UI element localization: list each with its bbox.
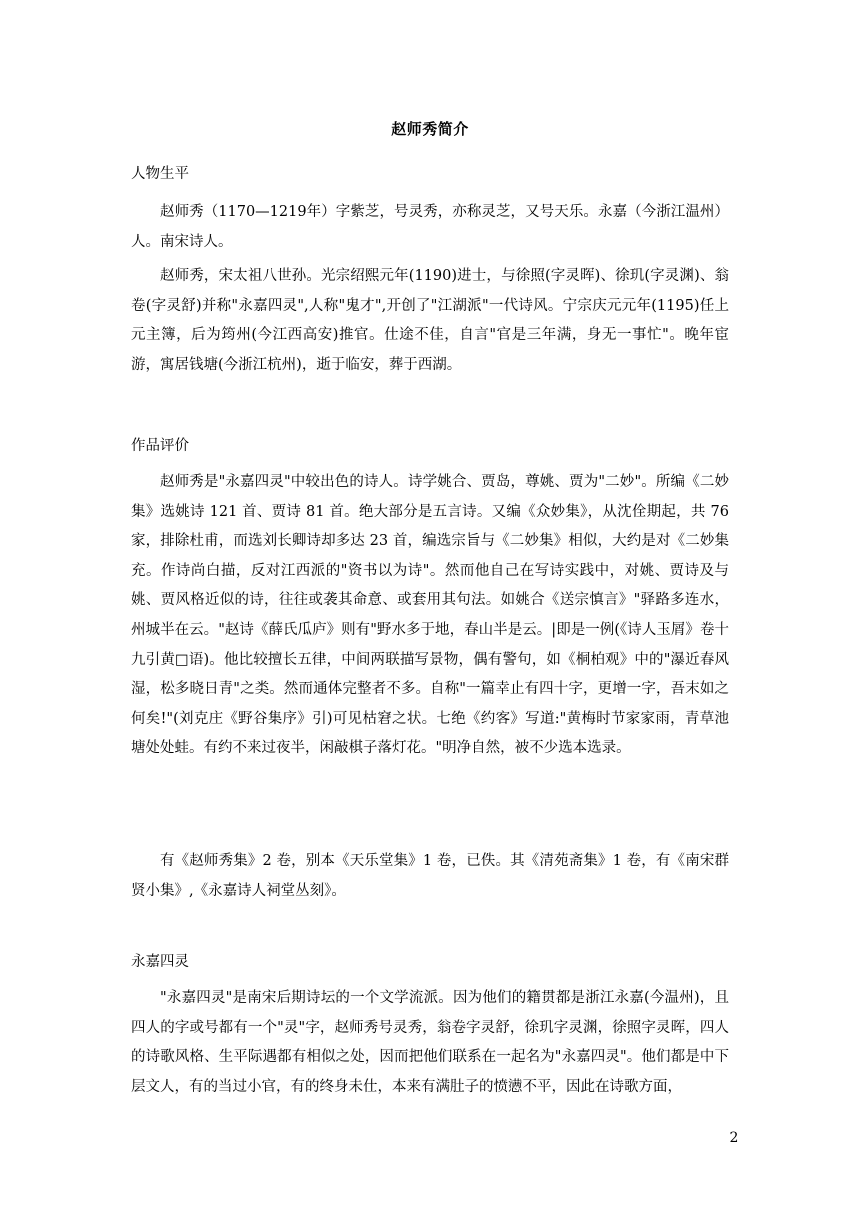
document-title: 赵师秀简介 — [391, 120, 469, 138]
paragraph: 赵师秀（1170—1219年）字紫芝，号灵秀，亦称灵芝，又号天乐。永嘉（今浙江温州）人。南宋诗人。 — [131, 204, 729, 250]
section-heading-four-ling: 永嘉四灵 — [131, 954, 189, 970]
page-number: 2 — [729, 1130, 739, 1146]
paragraph: 赵师秀，宋太祖八世孙。光宗绍熙元年(1190)进士，与徐照(字灵晖)、徐玑(字灵渊)、翁卷(字灵舒)并称"永嘉四灵",人称"鬼才",开创了"江湖派"一代诗风。宁宗庆元元年(1195)任上元主簿，后为筠州(今江西高安)推官。仕途不佳，自言"官是三年满，身无一事忙"。晚年宦游，寓居钱塘(今浙江杭州)，逝于临安，葬于西湖。 — [131, 268, 729, 373]
paragraph: 赵师秀是"永嘉四灵"中较出色的诗人。诗学姚合、贾岛，尊姚、贾为"二妙"。所编《二妙集》选姚诗 121 首、贾诗 81 首。绝大部分是五言诗。又编《众妙集》，从沈佺期起，共 76 家，排除杜甫，而选刘长卿诗却多达 23 首，编选宗旨与《二妙集》相似，大约是对《二妙集充。作诗尚白描，反对江西派的"资书以为诗"。然而他自己在写诗实践中，对姚、贾诗及与姚、贾风格近似的诗，往往或袭其命意、或套用其句法。如姚合《送宗慎言》"驿路多连水，州城半在云。"赵诗《薛氏瓜庐》则有"野水多于地，春山半是云。|即是一例(《诗人玉屑》卷十九引黄□语)。他比较擅长五律，中间两联描写景物，偶有警句，如《桐柏观》中的"瀑近春风湿，松多晓日青"之类。然而通体完整者不多。自称"一篇幸止有四十字，更增一字，吾末如之何矣!"(刘克庄《野谷集序》引)可见枯窘之状。七绝《约客》写道:"黄梅时节家家雨，青草池塘处处蛙。有约不来过夜半，闲敲棋子落灯花。"明净自然，被不少选本选录。 — [131, 474, 729, 757]
section-heading-life: 人物生平 — [131, 166, 189, 182]
paragraph: 有《赵师秀集》2 卷，别本《天乐堂集》1 卷，已佚。其《清苑斋集》1 卷，有《南宋群贤小集》,《永嘉诗人祠堂丛刻》。 — [131, 853, 729, 899]
section-heading-evaluation: 作品评价 — [131, 438, 189, 454]
paragraph: "永嘉四灵"是南宋后期诗坛的一个文学流派。因为他们的籍贯都是浙江永嘉(今温州)，且四人的字或号都有一个"灵"字，赵师秀号灵秀，翁卷字灵舒，徐玑字灵渊，徐照字灵晖，四人的诗歌风格、生平际遇都有相似之处，因而把他们联系在一起名为"永嘉四灵"。他们都是中下层文人，有的当过小官，有的终身未仕，本来有满肚子的愤懑不平，因此在诗歌方面， — [131, 990, 729, 1095]
